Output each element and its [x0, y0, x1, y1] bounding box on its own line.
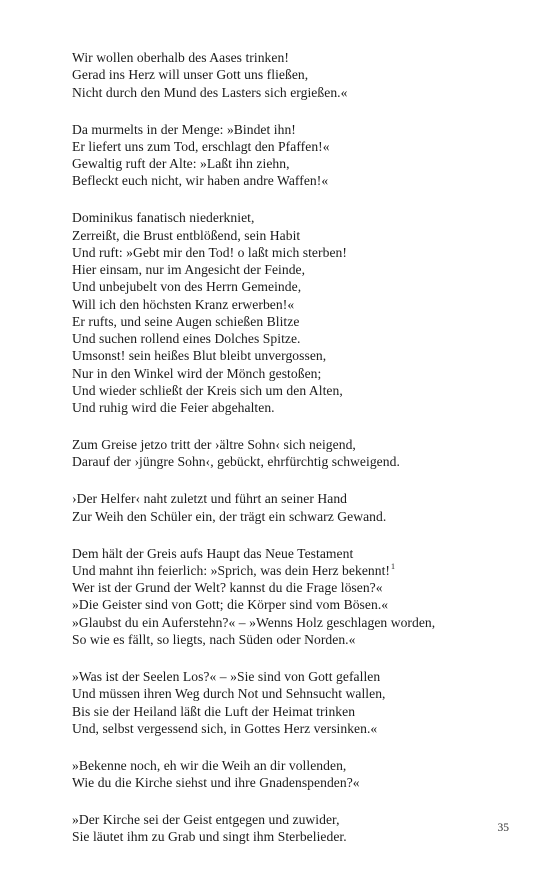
verse-line: Dem hält der Greis aufs Haupt das Neue Testament — [72, 545, 354, 561]
verse-line: So wie es fällt, so liegts, nach Süden oder Norden.« — [72, 631, 356, 647]
verse-line: »Bekenne noch, eh wir die Weih an dir vollenden, — [72, 757, 347, 773]
verse-line: Er liefert uns zum Tod, erschlagt den Pfaffen!« — [72, 138, 330, 154]
verse-line: Und ruft: »Gebt mir den Tod! o laßt mich sterben! — [72, 244, 347, 260]
verse-line: Er rufts, und seine Augen schießen Blitze — [72, 313, 300, 329]
verse-line: Und müssen ihren Weg durch Not und Sehnsucht wallen, — [72, 686, 386, 702]
verse-line: Und, selbst vergessend sich, in Gottes Herz versinken.« — [72, 720, 378, 736]
verse-line: Befleckt euch nicht, wir haben andre Waffen!« — [72, 173, 329, 189]
verse-line: Dominikus fanatisch niederkniet, — [72, 210, 255, 226]
stanza — [72, 49, 522, 101]
verse-line: Sie läutet ihm zu Grab und singt ihm Sterbelieder. — [72, 829, 347, 845]
stanza — [72, 209, 522, 416]
verse-line: Zerreißt, die Brust entblößend, sein Habit — [72, 227, 301, 243]
verse-line-text: Und mahnt ihn feierlich: »Sprich, was dein Herz bekennt! — [72, 562, 391, 578]
verse-line: »Der Kirche sei der Geist entgegen und zuwider, — [72, 812, 340, 828]
verse-line: ›Der Helfer‹ naht zuletzt und führt an seiner Hand — [72, 491, 348, 507]
stanza — [72, 490, 522, 525]
verse-line: Nur in den Winkel wird der Mönch gestoßen; — [72, 365, 322, 381]
verse-line: Gerad ins Herz will unser Gott uns fließen, — [72, 67, 309, 83]
verse-line: Umsonst! sein heißes Blut bleibt unvergossen, — [72, 348, 327, 364]
verse-line: »Glaubst du ein Auferstehn?« – »Wenns Holz geschlagen worden, — [72, 614, 436, 630]
verse-line: Gewaltig ruft der Alte: »Laßt ihn ziehn, — [72, 156, 290, 172]
verse-line: »Was ist der Seelen Los?« – »Sie sind von Gott gefallen — [72, 669, 381, 685]
page-number: 35 — [497, 822, 509, 834]
verse-line: Hier einsam, nur im Angesicht der Feinde, — [72, 262, 306, 278]
stanza — [72, 121, 522, 190]
verse-line: Und unbejubelt von des Herrn Gemeinde, — [72, 279, 302, 295]
verse-line: Will ich den höchsten Kranz erwerben!« — [72, 296, 295, 312]
stanza — [72, 545, 522, 649]
verse-line: Nicht durch den Mund des Lasters sich ergießen.« — [72, 84, 348, 100]
verse-line: Wie du die Kirche siehst und ihre Gnadenspenden?« — [72, 775, 360, 791]
stanza — [72, 436, 522, 471]
verse-line: Wer ist der Grund der Welt? kannst du die Frage lösen?« — [72, 580, 383, 596]
verse-line: Und wieder schließt der Kreis sich um den Alten, — [72, 382, 343, 398]
verse-line: Und ruhig wird die Feier abgehalten. — [72, 400, 275, 416]
verse-line: Bis sie der Heiland läßt die Luft der Heimat trinken — [72, 703, 356, 719]
stanza — [72, 757, 522, 792]
verse-line: Zur Weih den Schüler ein, der trägt ein schwarz Gewand. — [72, 508, 387, 524]
verse-line: »Die Geister sind von Gott; die Körper sind vom Bösen.« — [72, 597, 389, 613]
verse-line: Wir wollen oberhalb des Aases trinken! — [72, 50, 289, 65]
poem-text — [72, 49, 522, 865]
verse-line: Darauf der ›jüngre Sohn‹, gebückt, ehrfürchtig schweigend. — [72, 454, 400, 470]
verse-line: Da murmelts in der Menge: »Bindet ihn! — [72, 121, 296, 137]
verse-line: Zum Greise jetzo tritt der ›ältre Sohn‹ sich neigend, — [72, 437, 356, 453]
verse-line-with-footnote — [72, 562, 522, 579]
stanza — [72, 811, 522, 846]
verse-line: Und suchen rollend eines Dolches Spitze. — [72, 331, 301, 347]
stanza — [72, 668, 522, 737]
footnote-marker: 1 — [391, 562, 396, 572]
